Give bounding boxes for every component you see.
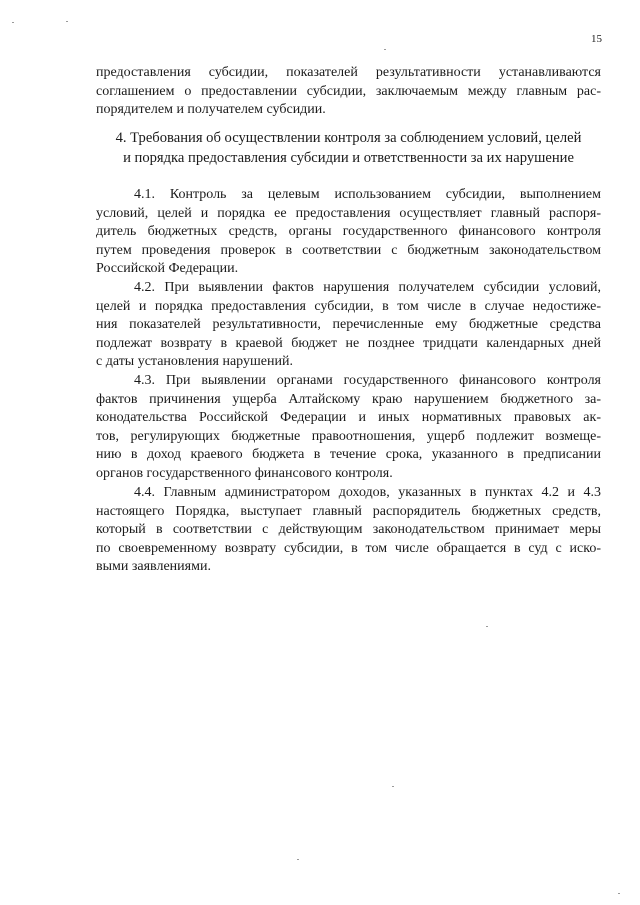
text-line: порядителем и получателем субсидии. — [96, 102, 326, 118]
text-line: ния показателей результативности, перечисленные ему бюджетные средства — [96, 317, 601, 333]
scan-speck — [66, 21, 68, 22]
scan-speck — [392, 786, 394, 787]
text-line: 4.3. При выявлении органами государственного финансового контроля — [134, 373, 601, 388]
scan-speck — [12, 22, 14, 23]
scan-speck — [297, 859, 299, 860]
intro-paragraph — [96, 64, 601, 120]
text-line: фактов причинения ущерба Алтайскому краю нарушением бюджетного за- — [96, 391, 601, 407]
text-line: который в соответствии с действующим законодательством принимает меры — [96, 522, 601, 538]
paragraph-4-1 — [96, 186, 601, 279]
section-heading-line: 4. Требования об осуществлении контроля за соблюдением условий, целей — [115, 130, 582, 146]
text-line: выми заявлениями. — [96, 559, 211, 575]
text-line: нию в доход краевого бюджета в течение срока, указанного в предписании — [96, 447, 601, 463]
text-line: органов государственного финансового контроля. — [96, 465, 393, 481]
text-line: по своевременному возврату субсидии, в том числе обращается в суд с иско- — [96, 540, 601, 556]
text-line: 4.2. При выявлении фактов нарушения получателем субсидии условий, — [134, 280, 601, 295]
text-line: подлежат возврату в краевой бюджет не позднее тридцати календарных дней — [96, 335, 601, 351]
text-line: путем проведения проверок в соответствии с бюджетным законодательством — [96, 242, 601, 258]
text-line: дитель бюджетных средств, органы государственного финансового контроля — [96, 224, 601, 240]
scan-speck — [384, 49, 386, 50]
text-line: условий, целей и порядка ее предоставления осуществляет главный распоря- — [96, 205, 601, 221]
paragraph-4-3 — [96, 372, 601, 484]
text-line: предоставления субсидии, показателей результативности устанавливаются — [96, 65, 601, 80]
scan-speck — [486, 626, 488, 627]
paragraph-4-4 — [96, 484, 601, 577]
text-line: 4.4. Главным администратором доходов, указанных в пунктах 4.2 и 4.3 — [134, 485, 601, 500]
section-heading — [96, 128, 601, 168]
paragraph-4-2 — [96, 279, 601, 372]
text-line: конодательства Российской Федерации и иных нормативных правовых ак- — [96, 410, 601, 426]
text-line: с даты установления нарушений. — [96, 354, 293, 370]
section-heading-line: и порядка предоставления субсидии и ответственности за их нарушение — [123, 150, 574, 166]
text-line: соглашением о предоставлении субсидии, заключаемым между главным рас- — [96, 83, 601, 99]
text-line: 4.1. Контроль за целевым использованием субсидии, выполнением — [134, 187, 601, 202]
scan-speck — [618, 893, 620, 894]
text-line: целей и порядка предоставления субсидии, в том числе в случае недостиже- — [96, 298, 601, 314]
text-line: тов, регулирующих бюджетные правоотношения, ущерб подлежит возмеще- — [96, 428, 601, 444]
text-line: настоящего Порядка, выступает главный распорядитель бюджетных средств, — [96, 503, 601, 519]
text-line: Российской Федерации. — [96, 261, 239, 277]
page-number: 15 — [591, 33, 602, 45]
